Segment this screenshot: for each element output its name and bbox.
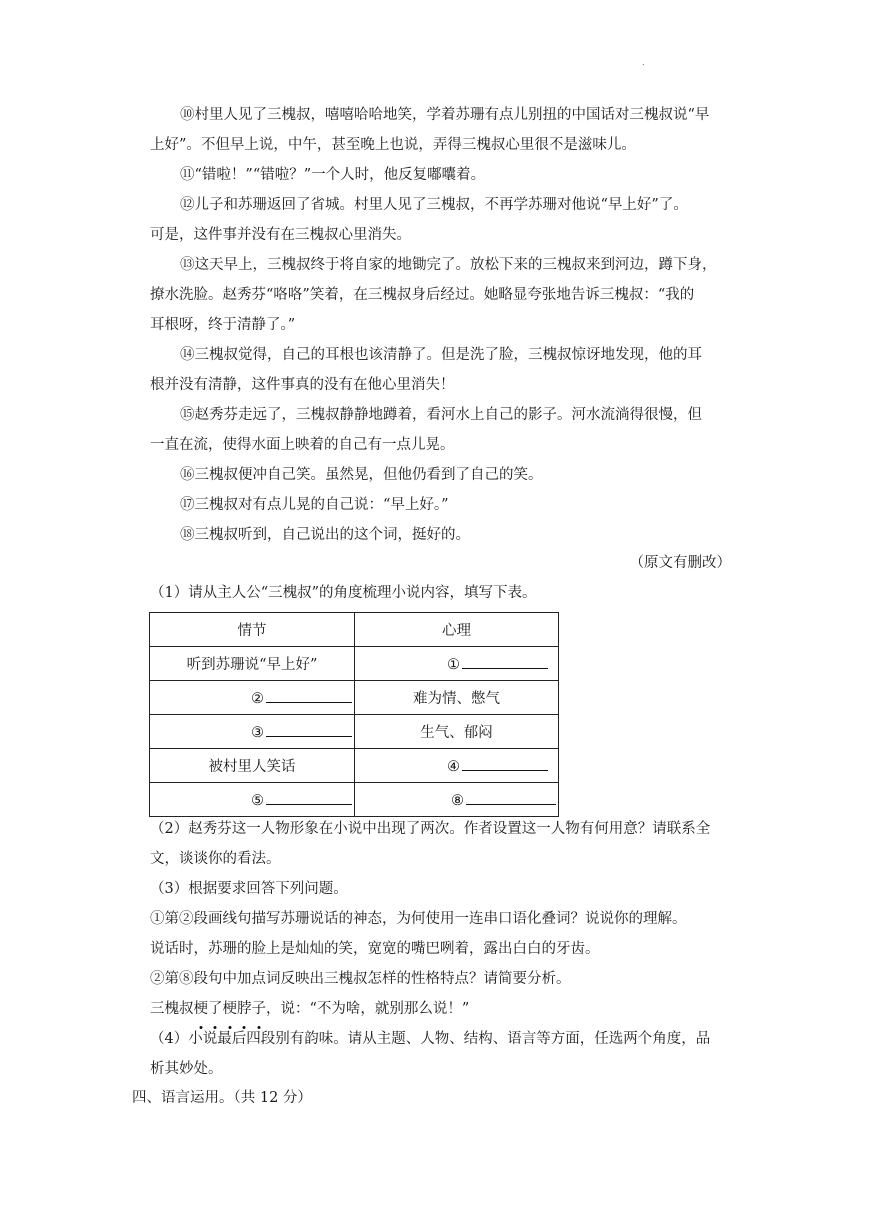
table-cell xyxy=(150,647,355,681)
question-1-prompt: （1）请从主人公“三槐叔”的角度梳理小说内容，填写下表。 xyxy=(150,585,537,601)
answer-cell[interactable] xyxy=(355,647,559,681)
table-row xyxy=(150,783,559,817)
answer-blank[interactable] xyxy=(266,688,352,703)
paragraph-13-line2: 撩水洗脸。赵秀芬“咯咯”笑着，在三槐叔身后经过。她略显夸张地告诉三槐叔：“我的 xyxy=(150,287,695,303)
paragraph-17: ⑰三槐叔对有点儿晃的自己说：“早上好。” xyxy=(180,497,449,513)
cell-text: 被村里人笑话 xyxy=(208,759,296,775)
question-3-sub2: ②第⑧段句中加点词反映出三槐叔怎样的性格特点？请简要分析。 xyxy=(150,971,571,987)
answer-cell[interactable] xyxy=(355,749,559,783)
table-row xyxy=(150,715,559,749)
answer-blank[interactable] xyxy=(266,790,352,805)
table-row xyxy=(150,647,559,681)
emphasized-char: 梗 xyxy=(223,994,238,1024)
paragraph-10-line1: ⑩村里人见了三槐叔，嘻嘻哈哈地笑，学着苏珊有点儿别扭的中国话对三槐叔说“早 xyxy=(180,107,710,123)
table-header-row xyxy=(150,613,559,647)
table-header-plot: 情节 xyxy=(150,613,355,647)
question-2-line2: 文，谈谈你的看法。 xyxy=(150,851,281,867)
emphasized-char: 梗 xyxy=(194,994,209,1024)
answer-blank[interactable] xyxy=(462,756,548,771)
answer-blank[interactable] xyxy=(266,722,352,737)
paragraph-12-line1: ⑫儿子和苏珊返回了省城。村里人见了三槐叔，不再学苏珊对他说“早上好”了。 xyxy=(180,197,688,213)
paragraph-15-line1: ⑮赵秀芬走远了，三槐叔静静地蹲着，看河水上自己的影子。河水流淌得很慢，但 xyxy=(180,407,702,423)
table-cell xyxy=(355,681,559,715)
question-3-quote2 xyxy=(150,994,469,1024)
paragraph-13-line3: 耳根呀，终于清静了。” xyxy=(150,317,296,333)
quote2-pre: 三槐叔 xyxy=(150,1001,194,1017)
question-3-prompt: （3）根据要求回答下列问题。 xyxy=(150,881,348,897)
paragraph-12-line2: 可是，这件事并没有在三槐叔心里消失。 xyxy=(150,227,411,243)
cell-text: 听到苏珊说“早上好” xyxy=(186,657,318,673)
question-2-line1: （2）赵秀芬这一人物形象在小说中出现了两次。作者设置这一人物有何用意？请联系全 xyxy=(150,821,711,837)
blank-number: ② xyxy=(251,691,264,707)
answer-cell[interactable] xyxy=(150,715,355,749)
table-cell xyxy=(150,749,355,783)
table-row xyxy=(150,681,559,715)
blank-number: ⑧ xyxy=(451,793,464,809)
table-row xyxy=(150,749,559,783)
emphasized-char: 子 xyxy=(252,994,267,1024)
paragraph-10-line2: 上好”。不但早上说，中午，甚至晚上也说，弄得三槐叔心里很不是滋味儿。 xyxy=(150,137,636,153)
source-note: （原文有删改） xyxy=(629,555,731,571)
corner-mark: . xyxy=(642,58,645,67)
answer-blank[interactable] xyxy=(462,654,548,669)
emphasized-char: 脖 xyxy=(237,994,252,1024)
blank-number: ① xyxy=(447,657,460,673)
answer-cell[interactable] xyxy=(355,783,559,817)
answer-cell[interactable] xyxy=(150,783,355,817)
table-header-psychology: 心理 xyxy=(355,613,559,647)
cell-text: 难为情、憋气 xyxy=(413,691,500,707)
blank-number: ③ xyxy=(251,725,264,741)
quote2-post: ，说：“不为啥，就别那么说！” xyxy=(266,1001,470,1017)
plot-psychology-table xyxy=(149,612,559,817)
paragraph-18: ⑱三槐叔听到，自己说出的这个词，挺好的。 xyxy=(180,527,470,543)
cell-text: 生气、郁闷 xyxy=(420,725,493,741)
paragraph-14-line1: ⑭三槐叔觉得，自己的耳根也该清静了。但是洗了脸，三槐叔惊讶地发现，他的耳 xyxy=(180,347,702,363)
question-4-line1: （4）小说最后四段别有韵味。请从主题、人物、结构、语言等方面，任选两个角度，品 xyxy=(150,1031,711,1047)
paragraph-16: ⑯三槐叔便冲自己笑。虽然晃，但他仍看到了自己的笑。 xyxy=(180,467,543,483)
blank-number: ⑤ xyxy=(251,793,264,809)
paragraph-13-line1: ⑬这天早上，三槐叔终于将自家的地锄完了。放松下来的三槐叔来到河边，蹲下身， xyxy=(180,257,717,273)
question-3-quote1: 说话时，苏珊的脸上是灿灿的笑，宽宽的嘴巴咧着，露出白白的牙齿。 xyxy=(150,941,600,957)
answer-cell[interactable] xyxy=(150,681,355,715)
blank-number: ④ xyxy=(447,759,460,775)
emphasized-char: 了 xyxy=(208,994,223,1024)
answer-blank[interactable] xyxy=(466,790,556,805)
paragraph-14-line2: 根并没有清静，这件事真的没有在他心里消失！ xyxy=(150,377,455,393)
paragraph-15-line2: 一直在流，使得水面上映着的自己有一点儿晃。 xyxy=(150,437,455,453)
section-4-heading: 四、语言运用。（共 12 分） xyxy=(132,1090,312,1106)
question-3-sub1: ①第②段画线句描写苏珊说话的神态，为何使用一连串口语化叠词？说说你的理解。 xyxy=(150,911,687,927)
paragraph-11: ⑪“错啦！”“错啦？”一个人时，他反复嘟囔着。 xyxy=(180,167,486,183)
question-4-line2: 析其妙处。 xyxy=(150,1061,223,1077)
table-cell xyxy=(355,715,559,749)
